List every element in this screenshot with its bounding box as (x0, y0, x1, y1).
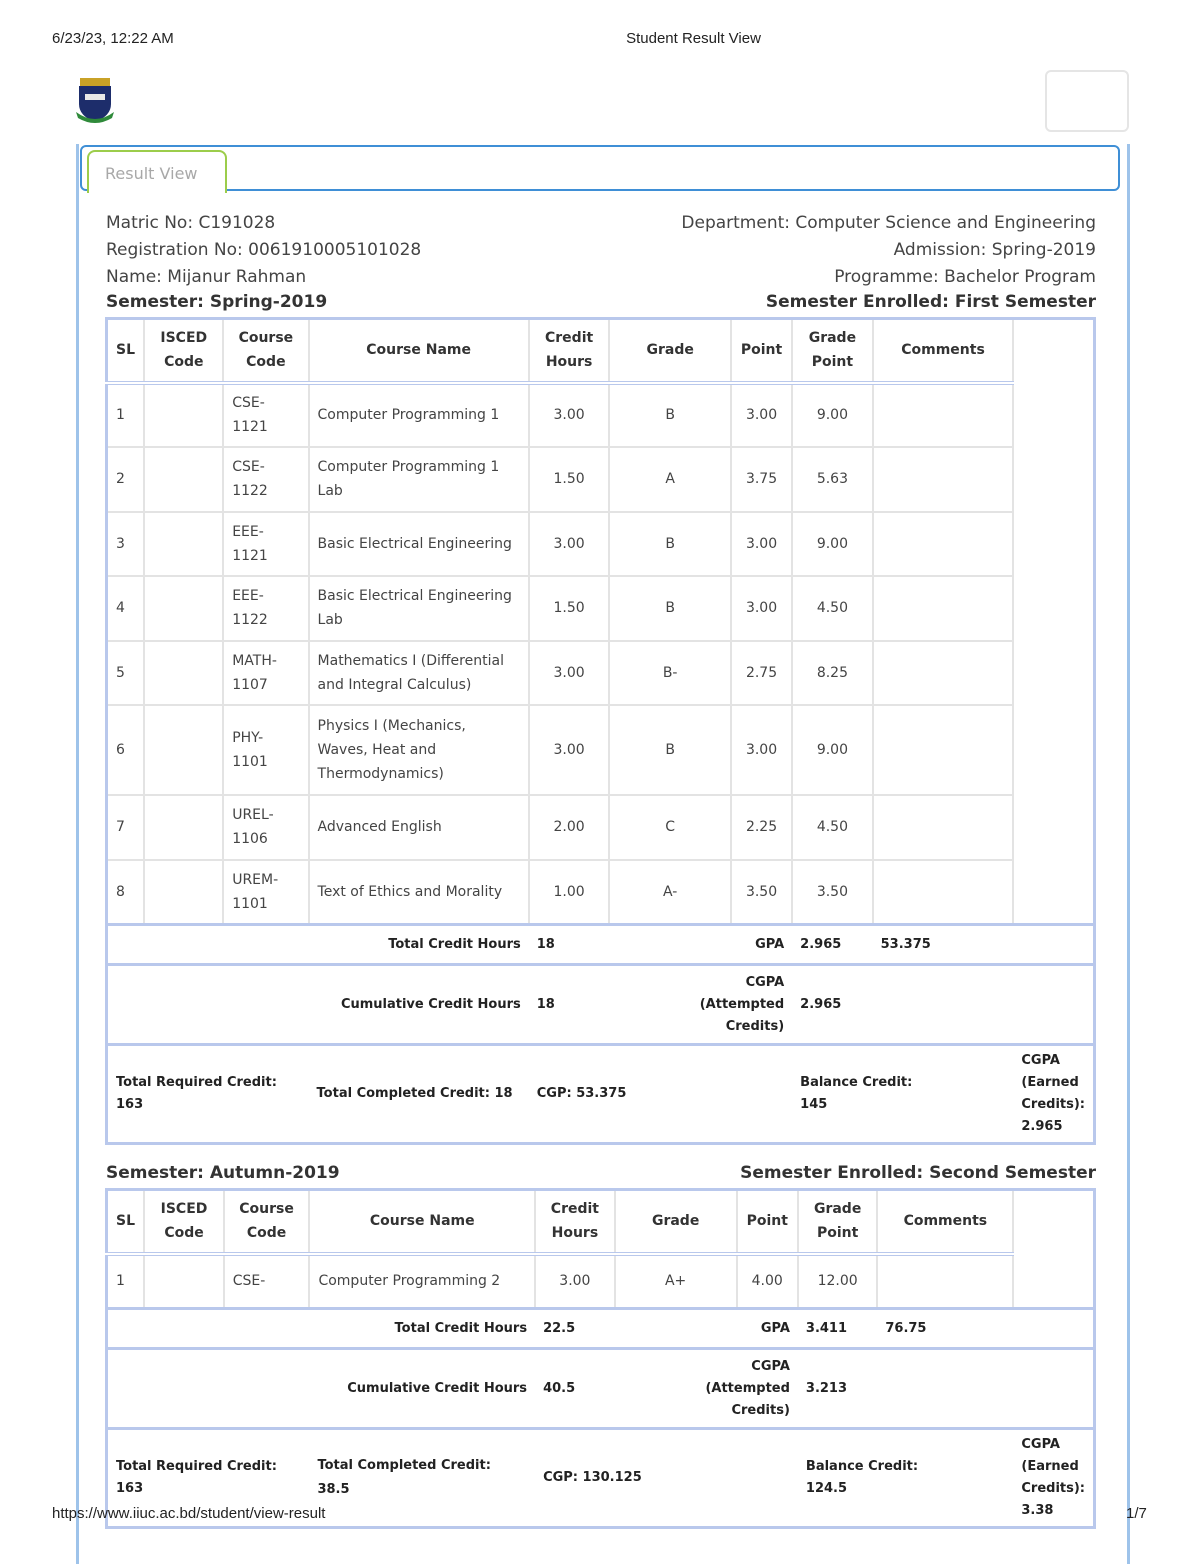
cell-grade: B (609, 512, 730, 576)
cgpa-earned (1013, 1045, 1094, 1144)
text-line: Hours (545, 354, 593, 371)
text-line: CGPA (Earned (1021, 1053, 1079, 1090)
cell-grade: A (609, 447, 730, 512)
cell-point: 3.00 (731, 705, 792, 795)
cell-course-name (309, 576, 529, 641)
text-line: Computer Programming 1 (317, 407, 500, 423)
text-line: Credit (550, 1201, 599, 1218)
cell-isced (144, 447, 223, 512)
cell-sl: 2 (107, 447, 145, 512)
cumulative-credit-value: 18 (529, 965, 610, 1045)
cumulative-credit-label: Cumulative Credit Hours (107, 965, 529, 1045)
cell-credit-hours: 2.00 (529, 795, 610, 860)
cell-course-code (224, 1254, 310, 1309)
cell-isced (144, 641, 223, 705)
text-line: Basic Electrical Engineering (317, 535, 512, 552)
cell-point: 3.00 (731, 383, 792, 447)
text-line: MATH- (232, 652, 277, 669)
registration-no: Registration No: 0061910005101028 (106, 240, 422, 260)
text-line: Point (816, 1225, 859, 1242)
table-row (107, 383, 1095, 447)
cell-sl: 1 (107, 383, 145, 447)
text-line: and Integral Calculus) (317, 676, 472, 693)
empty-cell (873, 965, 1095, 1045)
gpa-label: GPA (609, 925, 792, 965)
cell-course-code (223, 705, 308, 795)
cell-course-name (309, 447, 529, 512)
cell-grade-point: 9.00 (792, 383, 872, 447)
empty-cell (877, 1349, 1094, 1429)
text-line: ISCED (160, 1201, 208, 1218)
semester-title: Semester: Spring-2019 (106, 292, 328, 312)
text-line: Course (239, 1201, 294, 1218)
cell-comments (873, 860, 1014, 925)
text-line: Point (811, 354, 854, 371)
cell-comments (873, 576, 1014, 641)
cell-grade: B (609, 576, 730, 641)
summary-credit-row (107, 1045, 1095, 1144)
semester-title: Semester: Autumn-2019 (106, 1163, 340, 1183)
result-table-spring-2019 (105, 317, 1096, 1145)
print-page-number: 1/7 (1126, 1505, 1147, 1522)
total-credit-label: Total Credit Hours (107, 925, 529, 965)
text-line: ISCED (160, 330, 208, 347)
text-line: Credits) (731, 1402, 790, 1418)
cell-course-name (309, 795, 529, 860)
cell-sl: 6 (107, 705, 145, 795)
cell-course-name (309, 512, 529, 576)
cell-point: 3.50 (731, 860, 792, 925)
total-completed-credit: Total Completed Credit: 38.5 (309, 1429, 535, 1528)
cgp-value: CGP: 53.375 (529, 1045, 792, 1144)
cell-isced (144, 512, 223, 576)
text-line: 1121 (232, 547, 268, 564)
text-line: Hours (551, 1225, 599, 1242)
text-line: Physics I (Mechanics, (317, 717, 466, 734)
header-credit-hours (529, 319, 610, 383)
cell-course-code (223, 795, 308, 860)
cell-credit-hours: 3.00 (529, 705, 610, 795)
text-line: Basic Electrical Engineering (317, 588, 512, 604)
text-line: (Attempted (699, 996, 785, 1012)
cell-grade-point: 5.63 (792, 447, 872, 512)
cell-comments (873, 795, 1014, 860)
cell-isced (144, 795, 223, 860)
text-line: Thermodynamics) (317, 765, 444, 782)
text-line: Waves, Heat and (317, 741, 437, 758)
cgpa-attempted-value: 2.965 (792, 965, 872, 1045)
header-point: Point (737, 1190, 798, 1254)
empty-cell (1013, 925, 1094, 965)
matric-no: Matric No: C191028 (106, 213, 276, 233)
print-url: https://www.iiuc.ac.bd/student/view-result (52, 1505, 326, 1522)
cell-isced (144, 383, 223, 447)
table-row (107, 512, 1095, 576)
summary-cumulative-row (107, 1349, 1095, 1429)
table-row (107, 795, 1095, 860)
summary-cumulative-row (107, 965, 1095, 1045)
text-line: 163 (116, 1481, 144, 1496)
text-line: (Attempted (705, 1380, 790, 1396)
text-line: Computer Programming 1 (317, 459, 500, 475)
cell-point: 3.00 (731, 576, 792, 641)
text-line: 163 (116, 1097, 144, 1112)
cgp-value: CGP: 130.125 (535, 1429, 798, 1528)
text-line: Lab (317, 483, 343, 499)
cell-grade: C (609, 795, 730, 860)
tab-bar (80, 145, 1120, 191)
cell-credit-hours: 1.50 (529, 576, 610, 641)
cell-grade: B- (609, 641, 730, 705)
text-line: 1121 (232, 419, 268, 435)
cell-grade: B (609, 383, 730, 447)
header-credit-hours (535, 1190, 615, 1254)
header-isced (144, 1190, 223, 1254)
cell-course-code (223, 860, 308, 925)
cell-isced (144, 860, 223, 925)
table-row (107, 705, 1095, 795)
cumulative-credit-value: 40.5 (535, 1349, 615, 1429)
text-line: CSE- (232, 1273, 266, 1290)
programme: Programme: Bachelor Program (834, 267, 1096, 287)
header-grade-point (792, 319, 872, 383)
text-line: Course (238, 330, 294, 347)
total-credit-label: Total Credit Hours (107, 1309, 536, 1349)
summary-total-row (107, 1309, 1095, 1349)
total-completed-credit: Total Completed Credit: 18 (309, 1045, 529, 1144)
text-line: Computer Programming 2 (318, 1273, 501, 1290)
cell-course-code (223, 576, 308, 641)
cell-sl: 8 (107, 860, 145, 925)
cell-course-name (309, 705, 529, 795)
header-isced (144, 319, 223, 383)
cell-sl: 1 (107, 1254, 145, 1309)
text-line: Balance Credit: (800, 1075, 913, 1090)
cell-credit-hours: 3.00 (529, 641, 610, 705)
cell-isced (144, 576, 223, 641)
text-line: 1101 (232, 895, 268, 912)
text-line: PHY- (232, 729, 264, 746)
cell-point: 2.25 (731, 795, 792, 860)
header-sl: SL (107, 1190, 145, 1254)
cell-sl: 5 (107, 641, 145, 705)
text-line: CGPA (745, 974, 785, 990)
text-line: Credit (545, 330, 594, 347)
text-line: 1122 (232, 612, 268, 628)
text-line: CSE- (232, 395, 265, 411)
text-line: Credits): 2.965 (1021, 1097, 1085, 1134)
print-title: Student Result View (626, 30, 761, 47)
cell-comments (877, 1254, 1013, 1309)
table-row (107, 860, 1095, 925)
header-comments: Comments (873, 319, 1014, 383)
cell-comments (873, 447, 1014, 512)
text-line: EEE- (232, 523, 264, 540)
cell-course-name (309, 860, 529, 925)
balance-credit (792, 1045, 1013, 1144)
cgpa-attempted-label (609, 965, 792, 1045)
header-course-code (224, 1190, 310, 1254)
student-name: Name: Mijanur Rahman (106, 267, 307, 287)
header-course-name: Course Name (309, 319, 529, 383)
admission: Admission: Spring-2019 (893, 240, 1096, 260)
cell-point: 3.00 (731, 512, 792, 576)
print-date: 6/23/23, 12:22 AM (52, 30, 174, 47)
header-point: Point (731, 319, 792, 383)
total-required-credit (107, 1045, 309, 1144)
text-line: CGPA (Earned (1021, 1437, 1079, 1474)
text-line: Grade (813, 1201, 862, 1218)
text-line: Advanced English (317, 819, 442, 835)
gpa-label: GPA (615, 1309, 798, 1349)
cell-course-name (309, 1254, 535, 1309)
text-line: CGPA (751, 1358, 790, 1374)
text-line: Lab (317, 612, 343, 628)
text-line: Balance Credit: (805, 1459, 919, 1474)
cell-comments (873, 383, 1014, 447)
department: Department: Computer Science and Engineering (681, 213, 1096, 233)
text-line: Code (164, 354, 204, 371)
cell-isced (144, 1254, 223, 1309)
cell-course-name (309, 641, 529, 705)
text-line: 1101 (232, 753, 268, 770)
balance-credit (798, 1429, 1013, 1528)
cell-comments (873, 641, 1014, 705)
text-line: Code (164, 1225, 204, 1242)
cell-course-code (223, 512, 308, 576)
cell-grade-point: 9.00 (792, 705, 872, 795)
cell-credit-hours: 3.00 (535, 1254, 615, 1309)
total-grade-point: 53.375 (873, 925, 1014, 965)
cell-credit-hours: 3.00 (529, 512, 610, 576)
cell-grade-point: 4.50 (792, 795, 872, 860)
university-logo (74, 78, 116, 124)
cell-grade: B (609, 705, 730, 795)
text-line: 1122 (232, 483, 268, 499)
cell-credit-hours: 3.00 (529, 383, 610, 447)
text-line: Total Required Credit: (116, 1075, 277, 1090)
cell-grade-point: 3.50 (792, 860, 872, 925)
cell-point: 2.75 (731, 641, 792, 705)
text-line: UREM- (232, 871, 279, 888)
cell-isced (144, 705, 223, 795)
summary-total-row (107, 925, 1095, 965)
total-credit-value: 22.5 (535, 1309, 615, 1349)
text-line: 124.5 (805, 1481, 848, 1496)
text-line: Code (246, 1225, 287, 1242)
cell-course-code (223, 447, 308, 512)
semester-enrolled: Semester Enrolled: Second Semester (740, 1163, 1096, 1183)
text-line: 1106 (232, 831, 268, 847)
cell-credit-hours: 1.50 (529, 447, 610, 512)
table-row (107, 641, 1095, 705)
cgpa-attempted-value: 3.213 (798, 1349, 877, 1429)
semester-enrolled: Semester Enrolled: First Semester (765, 292, 1096, 312)
cell-sl: 4 (107, 576, 145, 641)
cell-credit-hours: 1.00 (529, 860, 610, 925)
text-line: 145 (800, 1097, 828, 1112)
header-action-button[interactable] (1045, 70, 1129, 132)
cell-grade-point: 12.00 (798, 1254, 877, 1309)
cell-comments (873, 512, 1014, 576)
table-row (107, 1254, 1095, 1309)
header-course-code (223, 319, 308, 383)
header-comments: Comments (877, 1190, 1013, 1254)
cgpa-attempted-label (615, 1349, 798, 1429)
empty-cell (1013, 1309, 1094, 1349)
header-grade-point (798, 1190, 877, 1254)
text-line: Total Required Credit: (116, 1459, 277, 1474)
header-grade: Grade (615, 1190, 737, 1254)
cell-comments (873, 705, 1014, 795)
cell-point: 3.75 (731, 447, 792, 512)
table-row (107, 447, 1095, 512)
text-line: Text of Ethics and Morality (317, 883, 503, 900)
total-credit-value: 18 (529, 925, 610, 965)
text-line: CSE- (232, 459, 265, 475)
text-line: 1107 (232, 676, 268, 693)
cell-course-name (309, 383, 529, 447)
cell-grade-point: 9.00 (792, 512, 872, 576)
text-line: Mathematics I (Differential (317, 652, 504, 669)
cell-course-code (223, 641, 308, 705)
cgpa-earned (1013, 1429, 1094, 1528)
text-line: Credits) (725, 1018, 785, 1034)
cell-sl: 3 (107, 512, 145, 576)
cell-sl: 7 (107, 795, 145, 860)
cell-course-code (223, 383, 308, 447)
total-grade-point: 76.75 (877, 1309, 1013, 1349)
header-grade: Grade (609, 319, 730, 383)
text-line: UREL- (232, 807, 274, 823)
header-sl: SL (107, 319, 145, 383)
cell-grade: A- (609, 860, 730, 925)
cell-grade-point: 8.25 (792, 641, 872, 705)
text-line: Code (246, 354, 286, 371)
table-row (107, 576, 1095, 641)
text-line: Grade (808, 330, 857, 347)
text-line: EEE- (232, 588, 264, 604)
gpa-value: 3.411 (798, 1309, 877, 1349)
tab-result-view[interactable]: Result View (87, 150, 227, 193)
cell-grade: A+ (615, 1254, 737, 1309)
cumulative-credit-label: Cumulative Credit Hours (107, 1349, 536, 1429)
cell-point: 4.00 (737, 1254, 798, 1309)
result-table-autumn-2019 (105, 1188, 1096, 1529)
text-line: Credits): 3.38 (1021, 1481, 1085, 1518)
gpa-value: 2.965 (792, 925, 872, 965)
cell-grade-point: 4.50 (792, 576, 872, 641)
header-course-name: Course Name (309, 1190, 535, 1254)
